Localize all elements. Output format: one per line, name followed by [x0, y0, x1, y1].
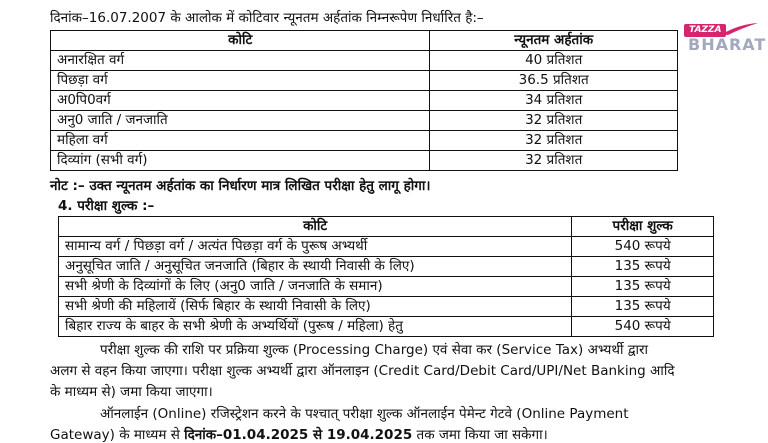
paragraph-text: तक जमा किया जा सकेगा। — [412, 427, 548, 443]
category-cell: अनु0 जाति / जनजाति — [51, 111, 430, 131]
category-cell: बिहार राज्य के बाहर के सभी श्रेणी के अभ्यर्थियों (पुरूष / महिला) हेतु — [59, 317, 572, 337]
note-line: नोट :– उक्त न्यूनतम अर्हतांक का निर्धारण मात्र लिखित परीक्षा हेतु लागू होगा। — [50, 178, 431, 194]
logo-bharat: BHARAT — [688, 35, 767, 54]
table-header-row — [59, 217, 714, 237]
category-cell: पिछड़ा वर्ग — [51, 71, 430, 91]
table-row — [59, 277, 714, 297]
logo-tazza: TAZZA — [684, 24, 726, 37]
table-row — [59, 257, 714, 277]
category-cell: सभी श्रेणी के दिव्यांगों के लिए (अनु0 जाति / जनजाति के समान) — [59, 277, 572, 297]
column-header: परीक्षा शुल्क — [572, 217, 714, 237]
paragraph-text: Gateway) के माध्यम से — [50, 427, 185, 443]
paragraph-line: के माध्यम से) जमा किया जाएगा। — [50, 384, 213, 400]
marks-cell: 36.5 प्रतिशत — [430, 71, 678, 91]
marks-cell: 34 प्रतिशत — [430, 91, 678, 111]
column-header: न्यूनतम अर्हतांक — [430, 31, 678, 51]
paragraph-line — [50, 425, 548, 443]
table-row — [51, 111, 678, 131]
marks-cell: 32 प्रतिशत — [430, 131, 678, 151]
exam-fee-table — [58, 216, 714, 337]
paragraph-line: परीक्षा शुल्क की राशि पर प्रक्रिया शुल्क (Processing Charge) एवं सेवा कर (Service Tax) अभ्यर्थी द्वारा — [100, 342, 649, 358]
category-cell: अ0पि0वर्ग — [51, 91, 430, 111]
column-header: कोटि — [51, 31, 430, 51]
fee-cell: 135 रूपये — [572, 257, 714, 277]
paragraph-line: अलग से वहन किया जाएगा। परीक्षा शुल्क अभ्यर्थी द्वारा ऑनलाइन (Credit Card/Debit Card/UPI/Net Banking आदि — [50, 363, 675, 379]
table-row — [51, 51, 678, 71]
category-cell: अनुसूचित जाति / अनुसूचित जनजाति (बिहार के स्थायी निवासी के लिए) — [59, 257, 572, 277]
category-cell: सामान्य वर्ग / पिछड़ा वर्ग / अत्यंत पिछड़ा वर्ग के पुरूष अभ्यर्थी — [59, 237, 572, 257]
intro-line: दिनांक–16.07.2007 के आलोक में कोटिवार न्यूनतम अर्हतांक निम्नरूपेण निर्धारित है:– — [50, 10, 484, 26]
date-range: दिनांक–01.04.2025 से 19.04.2025 — [184, 427, 413, 443]
table-row — [51, 91, 678, 111]
fee-cell: 540 रूपये — [572, 237, 714, 257]
tazza-bharat-logo — [672, 22, 767, 60]
fee-cell: 135 रूपये — [572, 297, 714, 317]
category-cell: दिव्यांग (सभी वर्ग) — [51, 151, 430, 171]
column-header: कोटि — [59, 217, 572, 237]
marks-cell: 32 प्रतिशत — [430, 151, 678, 171]
section-title: 4. परीक्षा शुल्क :– — [58, 198, 155, 214]
table-row — [59, 237, 714, 257]
paragraph-line: ऑनलाईन (Online) रजिस्ट्रेशन करने के पश्चात् परीक्षा शुल्क ऑनलाईन पेमेन्ट गेटवे (Online Payment — [100, 406, 629, 422]
table-row — [51, 131, 678, 151]
table-row — [51, 151, 678, 171]
marks-cell: 32 प्रतिशत — [430, 111, 678, 131]
category-cell: महिला वर्ग — [51, 131, 430, 151]
marks-cell: 40 प्रतिशत — [430, 51, 678, 71]
fee-cell: 135 रूपये — [572, 277, 714, 297]
table-row — [59, 317, 714, 337]
category-cell: अनारक्षित वर्ग — [51, 51, 430, 71]
table-header-row — [51, 31, 678, 51]
fee-cell: 540 रूपये — [572, 317, 714, 337]
table-row — [51, 71, 678, 91]
qualifying-marks-table — [50, 30, 678, 171]
category-cell: सभी श्रेणी की महिलायें (सिर्फ बिहार के स्थायी निवासी के लिए) — [59, 297, 572, 317]
table-row — [59, 297, 714, 317]
